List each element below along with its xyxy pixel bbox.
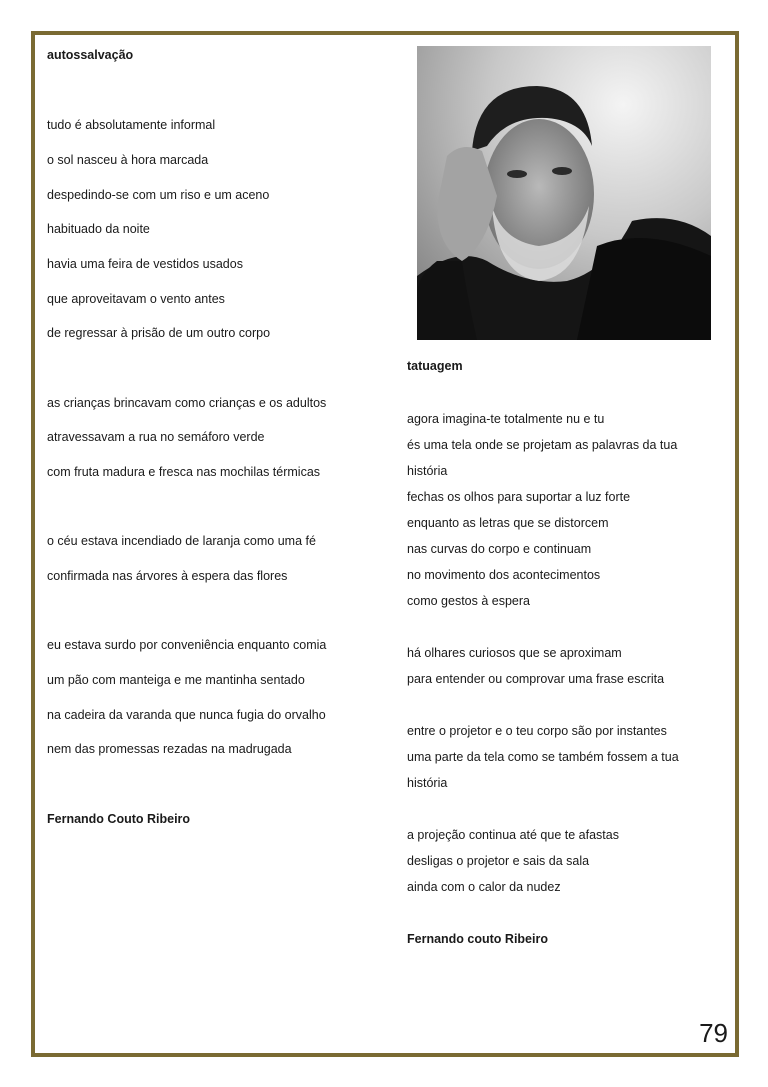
poem-line: desligas o projetor e sais da sala (407, 854, 590, 868)
poem-line: história (407, 464, 448, 478)
poem-line: história (407, 776, 448, 790)
poem-line: nem das promessas rezadas na madrugada (47, 742, 292, 756)
poem-line: com fruta madura e fresca nas mochilas térmicas (47, 465, 321, 479)
poem-line: o céu estava incendiado de laranja como uma fé (47, 534, 316, 548)
right-poem-title: tatuagem (407, 359, 463, 373)
portrait-illustration (417, 46, 711, 340)
poem-line: que aproveitavam o vento antes (47, 292, 225, 306)
poem-line: és uma tela onde se projetam as palavras da tua (407, 438, 678, 452)
poem-line: ainda com o calor da nudez (407, 880, 561, 894)
poem-line: uma parte da tela como se também fossem a tua (407, 750, 679, 764)
poem-line: de regressar à prisão de um outro corpo (47, 326, 271, 340)
poem-line: agora imagina-te totalmente nu e tu (407, 412, 605, 426)
poem-line: tudo é absolutamente informal (47, 118, 216, 132)
poem-line: como gestos à espera (407, 594, 530, 608)
poem-line: fechas os olhos para suportar a luz forte (407, 490, 631, 504)
left-poem-author: Fernando Couto Ribeiro (47, 812, 191, 826)
poem-line: atravessavam a rua no semáforo verde (47, 430, 265, 444)
poem-line: o sol nasceu à hora marcada (47, 153, 209, 167)
poem-line: enquanto as letras que se distorcem (407, 516, 609, 530)
author-portrait-photo (417, 46, 711, 340)
poem-line: as crianças brincavam como crianças e os adultos (47, 396, 327, 410)
poem-line: há olhares curiosos que se aproximam (407, 646, 622, 660)
poem-line: a projeção continua até que te afastas (407, 828, 619, 842)
page-number: 79 (699, 1018, 728, 1048)
poem-line: nas curvas do corpo e continuam (407, 542, 592, 556)
left-poem-title: autossalvação (47, 48, 134, 62)
poem-line: despedindo-se com um riso e um aceno (47, 188, 270, 202)
poem-line: havia uma feira de vestidos usados (47, 257, 243, 271)
poem-line: no movimento dos acontecimentos (407, 568, 601, 582)
poem-line: entre o projetor e o teu corpo são por instantes (407, 724, 667, 738)
right-poem-author: Fernando couto Ribeiro (407, 932, 548, 946)
poem-line: eu estava surdo por conveniência enquanto comia (47, 638, 327, 652)
poem-line: um pão com manteiga e me mantinha sentado (47, 673, 305, 687)
poem-line: habituado da noite (47, 222, 150, 236)
poem-line: para entender ou comprovar uma frase escrita (407, 672, 665, 686)
poem-line: confirmada nas árvores à espera das flores (47, 569, 288, 583)
poem-line: na cadeira da varanda que nunca fugia do orvalho (47, 708, 326, 722)
